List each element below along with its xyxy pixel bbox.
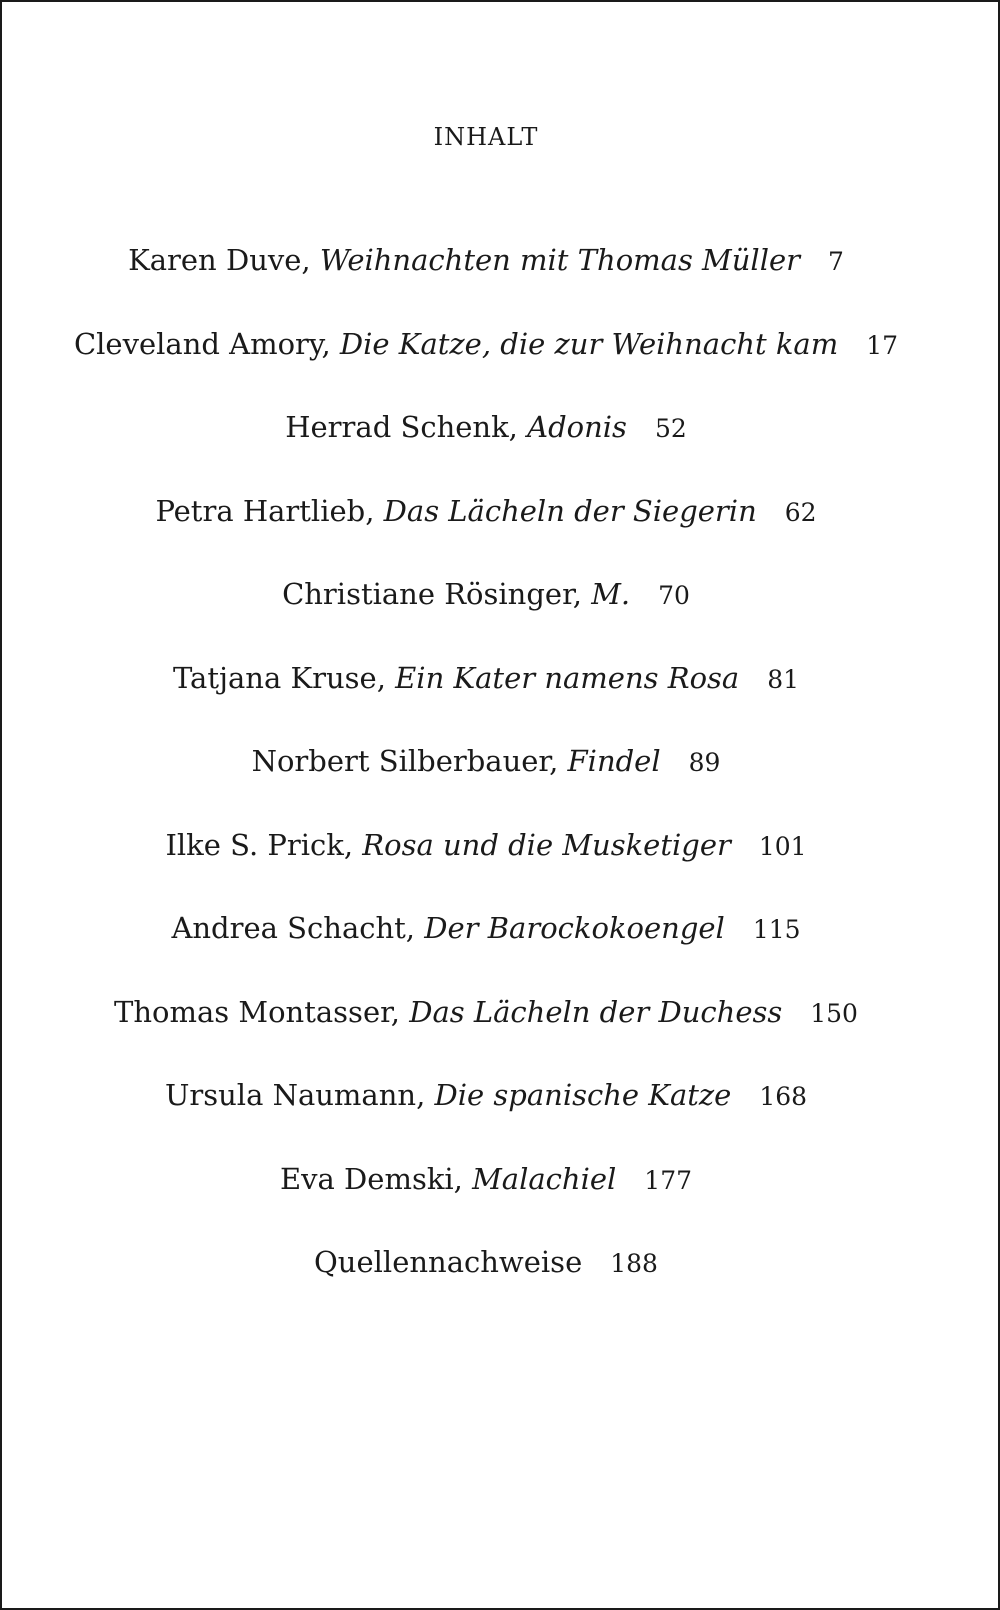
entry-title: Das Lächeln der Siegerin xyxy=(383,493,757,528)
toc-entry xyxy=(2,658,970,742)
toc-entry xyxy=(2,240,970,324)
toc-entry xyxy=(2,1242,970,1326)
entry-author: Herrad Schenk, xyxy=(285,410,528,444)
entry-author: Norbert Silberbauer, xyxy=(251,744,568,778)
entry-author: Christiane Rösinger, xyxy=(282,577,592,611)
entry-author: Andrea Schacht, xyxy=(171,911,425,945)
toc-entry xyxy=(2,908,970,992)
entry-title: Adonis xyxy=(527,410,627,444)
entry-page-number: 62 xyxy=(784,497,817,527)
toc-entry xyxy=(2,992,970,1076)
entry-title: Das Lächeln der Duchess xyxy=(409,994,783,1029)
page-title: INHALT xyxy=(433,123,539,151)
toc-entry xyxy=(2,491,970,575)
entry-title: Findel xyxy=(567,744,661,778)
entry-page-number: 150 xyxy=(810,998,858,1028)
toc-entry xyxy=(2,574,970,658)
entry-title: Die Katze, die zur Weihnacht kam xyxy=(339,326,839,361)
entry-page-number: 70 xyxy=(658,581,690,610)
entry-page-number: 101 xyxy=(758,831,807,861)
entry-page-number: 177 xyxy=(644,1165,693,1195)
entry-author: Ursula Naumann, xyxy=(164,1078,435,1112)
toc-entry xyxy=(2,407,970,491)
entry-author: Petra Hartlieb, xyxy=(155,493,384,528)
entry-title: Malachiel xyxy=(472,1161,617,1196)
entry-title: Ein Kater namens Rosa xyxy=(395,660,740,695)
table-of-contents xyxy=(2,240,970,1326)
entry-page-number: 52 xyxy=(654,414,687,443)
toc-entry xyxy=(2,1159,970,1243)
toc-entry xyxy=(2,741,970,825)
entry-page-number: 7 xyxy=(828,247,844,276)
entry-title: Weihnachten mit Thomas Müller xyxy=(319,243,800,277)
entry-title: Rosa und die Musketiger xyxy=(362,827,731,862)
entry-author: Eva Demski, xyxy=(279,1161,473,1196)
toc-entry xyxy=(2,1075,970,1159)
entry-author: Karen Duve, xyxy=(128,243,320,277)
entry-author: Quellennachweise xyxy=(314,1245,583,1279)
entry-title: M. xyxy=(591,577,631,611)
entry-page-number: 188 xyxy=(610,1249,658,1278)
toc-entry xyxy=(2,324,970,408)
entry-page-number: 81 xyxy=(767,664,800,694)
entry-title: Der Barockokoengel xyxy=(424,911,725,945)
entry-page-number: 89 xyxy=(688,748,721,777)
entry-page-number: 115 xyxy=(752,915,801,944)
entry-title: Die spanische Katze xyxy=(434,1078,732,1112)
entry-page-number: 168 xyxy=(759,1082,808,1111)
toc-entry xyxy=(2,825,970,909)
entry-page-number: 17 xyxy=(866,330,899,360)
entry-author: Cleveland Amory, xyxy=(73,326,340,361)
entry-author: Ilke S. Prick, xyxy=(165,827,363,862)
entry-author: Thomas Montasser, xyxy=(114,994,410,1029)
entry-author: Tatjana Kruse, xyxy=(172,660,396,695)
